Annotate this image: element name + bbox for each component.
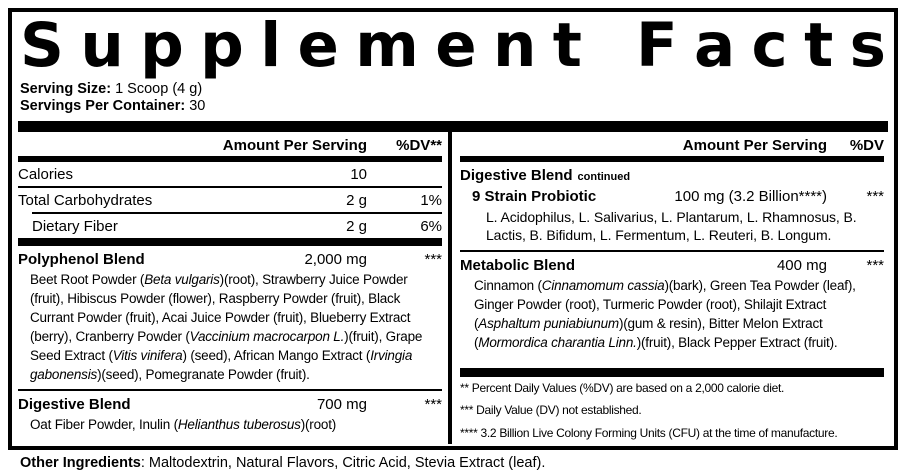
other-ingredients-label: Other Ingredients (20, 455, 141, 471)
polyphenol-blend-row (18, 246, 442, 268)
blend-name: Polyphenol Blend (18, 251, 145, 268)
probiotic-strains: L. Acidophilus, L. Salivarius, L. Plantarum, L. Rhamnosus, B. Lactis, B. Bifidum, L. Fermentum, L. Reuteri, B. Longum. (486, 209, 857, 243)
supplement-facts-panel (8, 8, 898, 450)
facts-columns (18, 132, 888, 444)
right-header-amount: Amount Per Serving (682, 137, 827, 154)
footnote-daily-values: ** Percent Daily Values (%DV) are based on a 2,000 calorie diet. (460, 380, 785, 395)
right-column (452, 132, 888, 444)
nutrient-dv: 6% (420, 218, 442, 235)
blend-amount: 2,000 mg (304, 251, 367, 268)
serving-info (20, 81, 886, 114)
digestive-blend-continued-heading (460, 162, 884, 186)
right-column-header (460, 132, 884, 156)
polyphenol-blend-ingredients: Beet Root Powder (Beta vulgaris)(root), Strawberry Juice Powder (fruit), Hibiscus Powder (flower), Raspberry Powder (fruit), Black Currant Powder (fruit), Acai Juice Powder (fruit), Blueberry Extract (berry), Cranberry Powder (Vaccinium macrocarpon L.)(fruit), Grape Seed Extract (Vitis vinifera) (seed), African Mango Extract (Irvingia gabonensis)(seed), Pomegranate Powder (fruit). (30, 272, 423, 382)
sub-blend-name: 9 Strain Probiotic (472, 188, 597, 205)
nutrient-name: Total Carbohydrates (18, 192, 153, 209)
dietary-fiber-row (18, 214, 442, 238)
servings-per-container-line (20, 98, 886, 115)
blend-amount: 400 mg (776, 257, 827, 274)
serving-size-line (20, 81, 886, 98)
calories-row (18, 162, 442, 186)
nutrient-dv: 1% (420, 192, 442, 209)
left-header-amount: Amount Per Serving (222, 137, 367, 154)
nutrient-amount: 2 g (346, 192, 367, 209)
nutrient-name: Calories (18, 166, 74, 183)
serving-size-value: 1 Scoop (4 g) (115, 81, 203, 97)
other-ingredients (20, 455, 545, 471)
footnotes-thick-bar (460, 368, 884, 377)
blend-name: Digestive Blend (460, 167, 573, 184)
blend-dv: *** (866, 257, 884, 274)
digestive-blend-row (18, 391, 442, 413)
other-ingredients-text: : Maltodextrin, Natural Flavors, Citric Acid, Stevia Extract (leaf). (140, 455, 546, 471)
metabolic-blend-row (460, 252, 884, 274)
servings-per-container-value: 30 (189, 97, 206, 114)
blend-name: Digestive Blend (18, 396, 131, 413)
blend-name: Metabolic Blend (460, 257, 576, 274)
blend-amount: 700 mg (316, 396, 367, 413)
left-column (18, 132, 448, 444)
left-column-header (18, 132, 442, 156)
probiotic-row (460, 186, 884, 205)
continued-label: continued (577, 171, 631, 183)
sub-blend-dv: *** (866, 188, 884, 205)
metabolic-blend-ingredients: Cinnamon (Cinnamomum cassia)(bark), Green Tea Powder (leaf), Ginger Powder (root), Turmeric Powder (root), Shilajit Extract (Asphaltum puniabiunum)(gum & resin), Bitter Melon Extract (Mormordica charantia Linn.)(fruit), Black Pepper Extract (fruit). (474, 278, 856, 350)
footnote-dv-not-established: *** Daily Value (DV) not established. (460, 403, 642, 417)
nutrient-name: Dietary Fiber (32, 218, 118, 235)
blend-dv: *** (424, 251, 442, 268)
footnotes-block (460, 368, 884, 445)
left-header-dv: %DV** (396, 137, 442, 154)
footnote-cfu: **** 3.2 Billion Live Colony Forming Units (CFU) at the time of manufacture. (460, 425, 838, 440)
sub-blend-amount: 100 mg (3.2 Billion****) (674, 188, 827, 205)
nutrient-amount: 2 g (346, 218, 367, 235)
total-carbohydrates-row (18, 188, 442, 212)
serving-size-label: Serving Size: (20, 81, 112, 97)
top-thick-bar (18, 121, 888, 132)
blend-dv: *** (424, 396, 442, 413)
servings-per-container-label: Servings Per Container: (20, 97, 186, 114)
right-header-dv: %DV (849, 137, 884, 154)
supplement-facts-title: S u p p l e m e n t F a c t s (20, 10, 886, 81)
nutrient-amount: 10 (350, 166, 367, 183)
digestive-blend-ingredients: Oat Fiber Powder, Inulin (Helianthus tuberosus)(root) (30, 417, 337, 432)
section-thick-bar (18, 238, 442, 246)
